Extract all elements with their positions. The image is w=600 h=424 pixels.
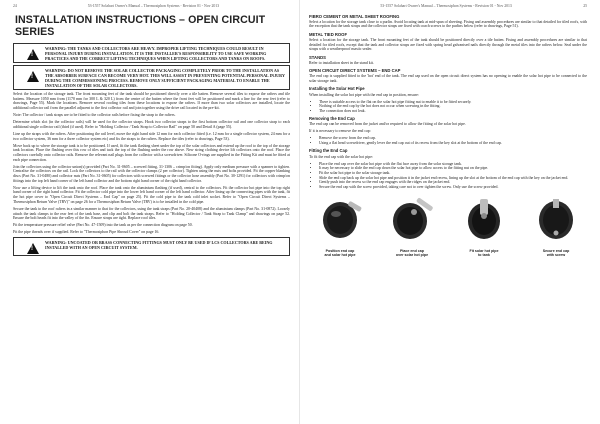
bottom-warning-box bbox=[13, 237, 290, 256]
end-cap-photo bbox=[458, 196, 510, 242]
paragraph: If it is necessary to remove the end cap: bbox=[309, 129, 371, 134]
paragraph: Note: The collector / tank straps are to be fitted to the collector rails before fixing the strap to the rafters. bbox=[13, 113, 176, 118]
photo-row bbox=[309, 196, 587, 258]
bullet-list bbox=[309, 100, 587, 114]
warning-box bbox=[13, 65, 290, 90]
list-item: • Gently push into the recess so the end cap engages with the ridges on the jacket end. bbox=[319, 180, 587, 185]
paragraph: Select a location for the storage tank. The front mounting feet of the tank should be positioned directly over a tile batten. Fixing and assembly procedures are similar to that detailed for tiled roofs, except that the tank and collector straps are fixed with spring head galvanised nails directly through the metal tiles into the rafters below. Seal under the straps with a weatherproof mastic sealer. bbox=[309, 37, 587, 52]
photo-item bbox=[455, 196, 513, 258]
header-title: 53-1557 Solahart Owner's Manual – Thermosiphon Systems - Revision 01 - Nov 2013 bbox=[380, 4, 512, 8]
section-heading: STANDS bbox=[309, 54, 326, 60]
paragraph: Line up the straps with the rafters. After positioning the rail level, move the right hand side 12 mm for each collector fitted (i.e. 12 mm for a single collector system, 24 mm for a two collector system, 36 mm for a three collector system etc) and fix the straps to the rafters. Replace the tiles (refer to drawings, Page 53). bbox=[13, 131, 290, 141]
warning-text: WARNING: THE TANKS AND COLLECTORS ARE HEAVY. IMPROPER LIFTING TECHNIQUES COULD RESULT IN PERSONAL INJURY DURING INSTALLATION. IT IS THE INSTALLER'S RESPONSIBILITY TO USE SAFE WORKING PRACTICES AND THE CORRECT LIFTING TECHNIQUES WHEN LIFTING COLLECTORS AND TANKS ON ROOFS. bbox=[45, 45, 267, 61]
bullet-list bbox=[309, 136, 587, 145]
end-cap-photo bbox=[314, 196, 366, 242]
right-page-header bbox=[309, 4, 587, 11]
end-cap-photo bbox=[386, 196, 438, 242]
warning-text: WARNING: UNCOATED OR BRASS CONNECTING FITTINGS MUST ONLY BE USED IF LCS COLLECTORS ARE BEING INSTALLED WITH AN OPEN CIRCUIT SYSTEM. bbox=[45, 239, 273, 250]
photo-item bbox=[383, 196, 441, 258]
list-item: • Using a flat head screwdriver, gently lever the end cap out of its recess from the key slot at the bottom of the end cap. bbox=[319, 141, 587, 146]
warning-icon: ! bbox=[27, 49, 39, 60]
end-cap-photo bbox=[530, 196, 582, 242]
paragraph: The end cap is supplied fitted to the 'hot' end of the tank. The end cap used on the open circuit direct system has no opening to enable the solar hot pipe to be connected to the solar storage tank. bbox=[309, 74, 587, 84]
photo-item bbox=[527, 196, 585, 258]
paragraph: Fit the pipe threads over if supplied. Refer to "Thermosiphon Pipe Shroud Cover" on page 16. bbox=[13, 230, 160, 235]
warning-icon: ! bbox=[27, 71, 39, 82]
paragraph: Refer to installation sheet in the stand kit. bbox=[309, 60, 374, 65]
section-heading: FIBRO CEMENT OR METAL SHEET ROOFING bbox=[309, 13, 400, 19]
subsection-heading: Fitting the End Cap bbox=[309, 148, 348, 154]
page-number: 25 bbox=[583, 4, 587, 8]
photo-caption: Position end cap and solar hot pipe bbox=[324, 248, 356, 258]
list-item: • Slide the end cap back up the solar hot pipe and position it in the jacket end recess, lining up the slot at the bottom of the end cap with the key on the jacket end. bbox=[319, 176, 587, 181]
paragraph: The end cap can be removed from the jacket and/or required to allow the fitting of the solar hot pipe. bbox=[309, 122, 466, 127]
paragraph: Determine which slot (in the collector rails) will be used for the collector straps. Hook two collector straps to the first bottom collector rail and one collector strap to each additional single collector rail (third (if used). Refer to "Holding Collector / Tank Strap to Collector Rail" on page 50 and Detail A (page 55). bbox=[13, 120, 290, 129]
left-page-header bbox=[13, 4, 290, 11]
paragraph: To fit the end cap with the solar hot pipe: bbox=[309, 154, 374, 159]
page-title: INSTALLATION INSTRUCTIONS – OPEN CIRCUIT SERIES bbox=[15, 14, 266, 38]
header-title: 53-1557 Solahart Owner's Manual – Thermosiphon Systems - Revision 01 - Nov 2013 bbox=[87, 4, 220, 8]
page-number: 24 bbox=[13, 4, 17, 8]
paragraph: Now use a lifting device to lift the tank onto the roof. Place the tank onto the aluminium flashing (if used), central to the collectors. Fit the collector hot pipe into the top right hand corner of the right hand collector. Fit the collector cold pipe into the lower left hand corner of the left hand collector. After lining up the connecting pipes with the tank, fit the hot pipe cover to "Open Circuit Direct Systems – End Cap" on page 25). Fit the cold pipe to the tank cold inlet socket. Refer to "Open Circuit Direct Systems – Thermosiphon Return Valve (TRV)" on page 26 for a Thermosiphon Return Valve (TRV) is to be installed in the cold pipe. bbox=[13, 185, 290, 204]
photo-item bbox=[311, 196, 369, 258]
photo-caption: Fit solar hot pipe to tank bbox=[469, 248, 499, 258]
list-item: • It may be necessary to slide the end cap down the solar hot pipe to allow access to the fitting nut on the pipe. bbox=[319, 166, 587, 171]
paragraph: Move back up to where the storage tank is to be positioned. If used, fit the tank flashing sheet under the top of the solar collectors and extend up the roof to the top of the storage tank location. Place the flashing over this row of tiles and tuck the top of the flashing under the row above. New string clothing device lift collectors onto the roof. Place the collectors carefully onto collector rails. Remove the relevant nail plugs from the collector with a screwdriver. Silicone O-rings are supplied in the Fitting Kit and must be fitted at each pipe connection. bbox=[13, 143, 290, 162]
photo-caption: Secure end cap with screw bbox=[542, 248, 570, 258]
list-item: • The connection does not leak. bbox=[319, 109, 587, 114]
paragraph: Join the collectors using the collector union(s) provided (Part No. 31-0605 – screwed fitting, 31-1306 – crimp/on fitting). Apply only medium pressure with a spanner to tighten. Centralise the collectors on the rail. Lock the collectors to the rail with the collector clamps (2 per collector). Tighten using the nuts and bolts provided. Fit the copper blanking discs (Part No. 31-0480) and collector nuts (Part No. 31-0605) for collectors with screwed fittings or the collector hose assembly (Part No. 30-1291) for collectors with crimp/on fittings into the top left hand corner of the left hand collector and the bottom right hand corner of the right hand collector. bbox=[13, 164, 290, 183]
list-item: • Secure the end cap with the screw provided, taking care not to over tighten the screw. Only use the screw provided. bbox=[319, 185, 587, 190]
paragraph: Fit the temperature pressure relief valve (Part No. 47-1509) into the tank as per the connection diagram on page 50. bbox=[13, 223, 193, 228]
warning-text: WARNING: DO NOT REMOVE THE SOLAR COLLECTOR PACKAGING COMPLETELY PRIOR TO THE INSTALLATION AS THE ABSORBER SURFACE CAN BECOME VERY HOT. THIS WILL ASSIST IN PREVENTING POTENTIAL PERSONAL INJURY DURING THE COMMISSIONING PROCESS. REMOVE ONLY SUFFICIENT PACKAGING MATERIAL TO ENABLE THE INSTALLATION OF THE SOLAR COLLECTORS. bbox=[45, 67, 285, 88]
photo-caption: Place end cap over solar hot pipe bbox=[395, 248, 429, 258]
paragraph: When installing the solar hot pipe with the end cap in position, ensure: bbox=[309, 92, 419, 97]
section-heading: OPEN CIRCUIT DIRECT SYSTEMS – END CAP bbox=[309, 68, 401, 74]
paragraph: Secure the tank to the roof rafters in a similar manner to that for the collectors, using the tank straps (Part No. 20-40408) and the aluminium clamps (Part No. 31-0872). Loosely attach the tank clamps to the rear feet of the tank base, and clip and bolt the tank straps. Refer to "Holding Collector / Tank Strap to Tank Clamp" and drawings on page 52. Ensure the bolt heads fit into the valley of the fin. Ensure straps are tight. Replace roof tiles. bbox=[13, 206, 290, 221]
subsection-heading: Removing the End Cap bbox=[309, 116, 355, 122]
subsection-heading: Installing the Solar Hot Pipe bbox=[309, 86, 365, 92]
paragraph: Select the location of the storage tank. The front mounting feet of the tank should be positioned directly over a tile batten. Remove several tiles to expose the rafters and tile battens. Measure 1050 mm from (1170 mm for 300 L & 320 L) from the centre of the batten where the front feet will be positioned and mark a line for the rear feet (refer to drawings, Page 55). Mark the locations. Remove several roofing tiles from these locations to expose the rafters. If more than two solar collectors are installed, locate the additional collector rail from the parallel adjacent to the first collector rail and join together using the drive rail located in the pre-kit. bbox=[13, 92, 290, 111]
list-item: • Remove the screw from the end cap. bbox=[319, 136, 587, 141]
list-item: • Place the end cap over the solar hot pipe with the flat face away from the solar storage tank. bbox=[319, 162, 587, 167]
right-page bbox=[300, 0, 600, 424]
list-item: • Nothing of the end cap by the hot does not occur when screwing in the fitting. bbox=[319, 104, 587, 109]
list-item: • There is suitable access to the flat on the solar hot pipe fitting nut to enable it to be fitted securely. bbox=[319, 100, 587, 105]
paragraph: Select a location for the storage tank close to a purlin. Avoid locating tank at mid-span of sheeting. Fixing and assembly procedures are similar to that detailed for tiled roofs, with the exception that the tank straps and the collector straps are fixed with coach screws to the purlins below (refer to drawings, Page 51). bbox=[309, 19, 587, 29]
warning-box bbox=[13, 43, 290, 63]
list-item: • Fit the solar hot pipe to the solar storage tank. bbox=[319, 171, 587, 176]
section-heading: METAL TIED ROOF bbox=[309, 31, 347, 37]
warning-icon: ! bbox=[27, 243, 39, 254]
bullet-list bbox=[309, 162, 587, 190]
